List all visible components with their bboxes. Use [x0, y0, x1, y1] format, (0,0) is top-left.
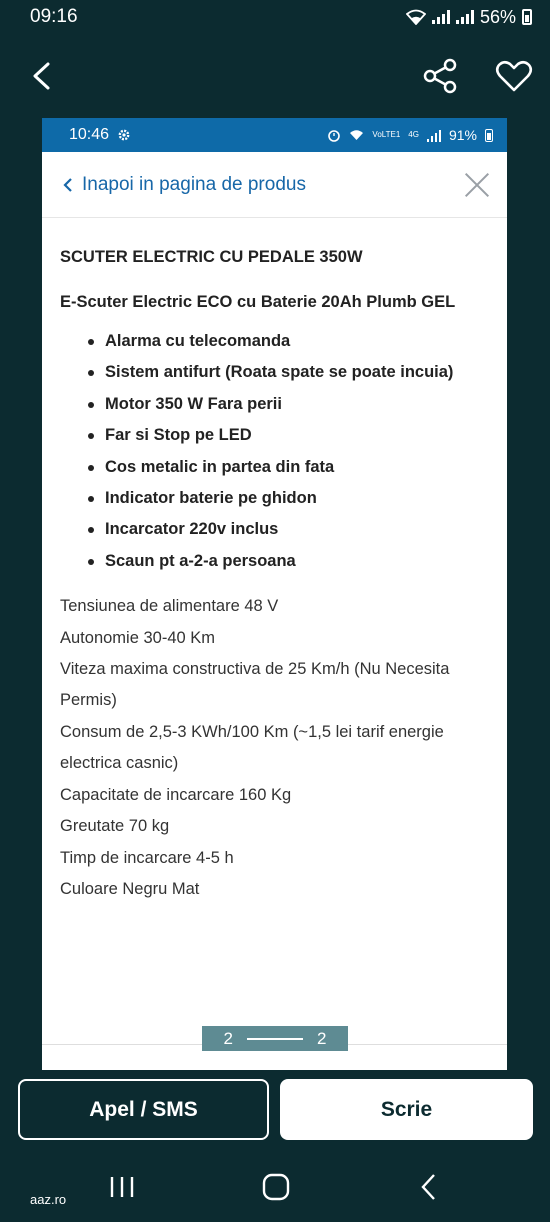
wifi-icon	[349, 129, 364, 141]
back-to-product-label: Inapoi in pagina de produs	[82, 173, 306, 195]
feature-item: Indicator baterie pe ghidon	[105, 483, 489, 514]
spec-line: Autonomie 30-40 Km	[60, 628, 216, 647]
status-time: 09:16	[30, 6, 78, 27]
spec-line: Greutate 70 kg	[60, 817, 170, 836]
spec-line: Tensiunea de alimentare 48 V	[60, 597, 279, 616]
battery-icon	[485, 129, 493, 142]
heart-icon	[492, 56, 536, 96]
signal-icon	[427, 128, 441, 142]
pager-separator	[247, 1038, 303, 1040]
inner-status-bar	[42, 118, 507, 152]
pager-current: 2	[223, 1028, 233, 1048]
spec-list	[60, 591, 489, 905]
home-button[interactable]	[262, 1173, 290, 1201]
inner-status-icons	[327, 127, 493, 143]
app-bar	[0, 48, 550, 104]
feature-item: Motor 350 W Fara perii	[105, 389, 489, 420]
inner-status-time: 10:46	[69, 126, 110, 143]
product-subtitle: E-Scuter Electric ECO cu Baterie 20Ah Plumb GEL	[60, 293, 456, 311]
status-icons	[406, 7, 532, 28]
share-button[interactable]	[420, 56, 462, 96]
alarm-icon	[327, 128, 341, 142]
volte-indicator: VoLTE1	[372, 130, 401, 139]
inner-status-time-group	[69, 126, 131, 144]
image-pager	[202, 1026, 348, 1051]
feature-list	[60, 326, 489, 577]
spec-line: Timp de incarcare 4-5 h	[60, 848, 234, 867]
feature-item: Scaun pt a-2-a persoana	[105, 546, 489, 577]
spec-line: Culoare Negru Mat	[60, 879, 200, 898]
gear-icon	[117, 128, 131, 142]
inner-header	[42, 152, 507, 218]
home-icon	[262, 1173, 290, 1201]
back-to-product-link	[62, 174, 306, 196]
status-bar	[0, 0, 550, 34]
pager-total: 2	[317, 1028, 327, 1048]
call-sms-button[interactable]: Apel / SMS	[18, 1079, 269, 1140]
recent-apps-button[interactable]	[108, 1175, 136, 1199]
battery-icon	[522, 9, 532, 25]
feature-item: Sistem antifurt (Roata spate se poate incuia)	[105, 357, 489, 388]
inner-battery-percentage: 91%	[448, 127, 477, 143]
signal-icon	[456, 10, 474, 24]
close-icon	[463, 171, 491, 199]
wifi-icon	[406, 9, 426, 25]
back-button[interactable]	[26, 56, 62, 96]
feature-item: Cos metalic in partea din fata	[105, 452, 489, 483]
system-back-button[interactable]	[418, 1172, 440, 1202]
feature-item: Incarcator 220v inclus	[105, 514, 489, 545]
spec-line: Consum de 2,5-3 KWh/100 Km (~1,5 lei tarif energie electrica casnic)	[60, 722, 444, 773]
chevron-left-icon	[62, 177, 74, 193]
favorite-button[interactable]	[492, 56, 536, 96]
network-indicator: 4G	[408, 130, 419, 139]
spec-line: Viteza maxima constructiva de 25 Km/h (Nu Necesita Permis)	[60, 660, 450, 710]
share-icon	[420, 56, 462, 96]
write-message-button[interactable]: Scrie	[280, 1079, 533, 1140]
arrow-back-icon	[26, 56, 62, 96]
product-description	[42, 248, 507, 905]
product-title: SCUTER ELECTRIC CU PEDALE 350W	[60, 248, 363, 266]
spec-line: Capacitate de incarcare 160 Kg	[60, 785, 292, 804]
feature-item: Far si Stop pe LED	[105, 420, 489, 451]
recent-apps-icon	[108, 1175, 136, 1199]
feature-item: Alarma cu telecomanda	[105, 326, 489, 357]
battery-percentage: 56%	[479, 6, 516, 27]
listing-image[interactable]	[42, 118, 507, 1070]
signal-icon	[432, 10, 450, 24]
watermark: aaz.ro	[30, 1192, 67, 1207]
chevron-left-icon	[418, 1172, 440, 1202]
